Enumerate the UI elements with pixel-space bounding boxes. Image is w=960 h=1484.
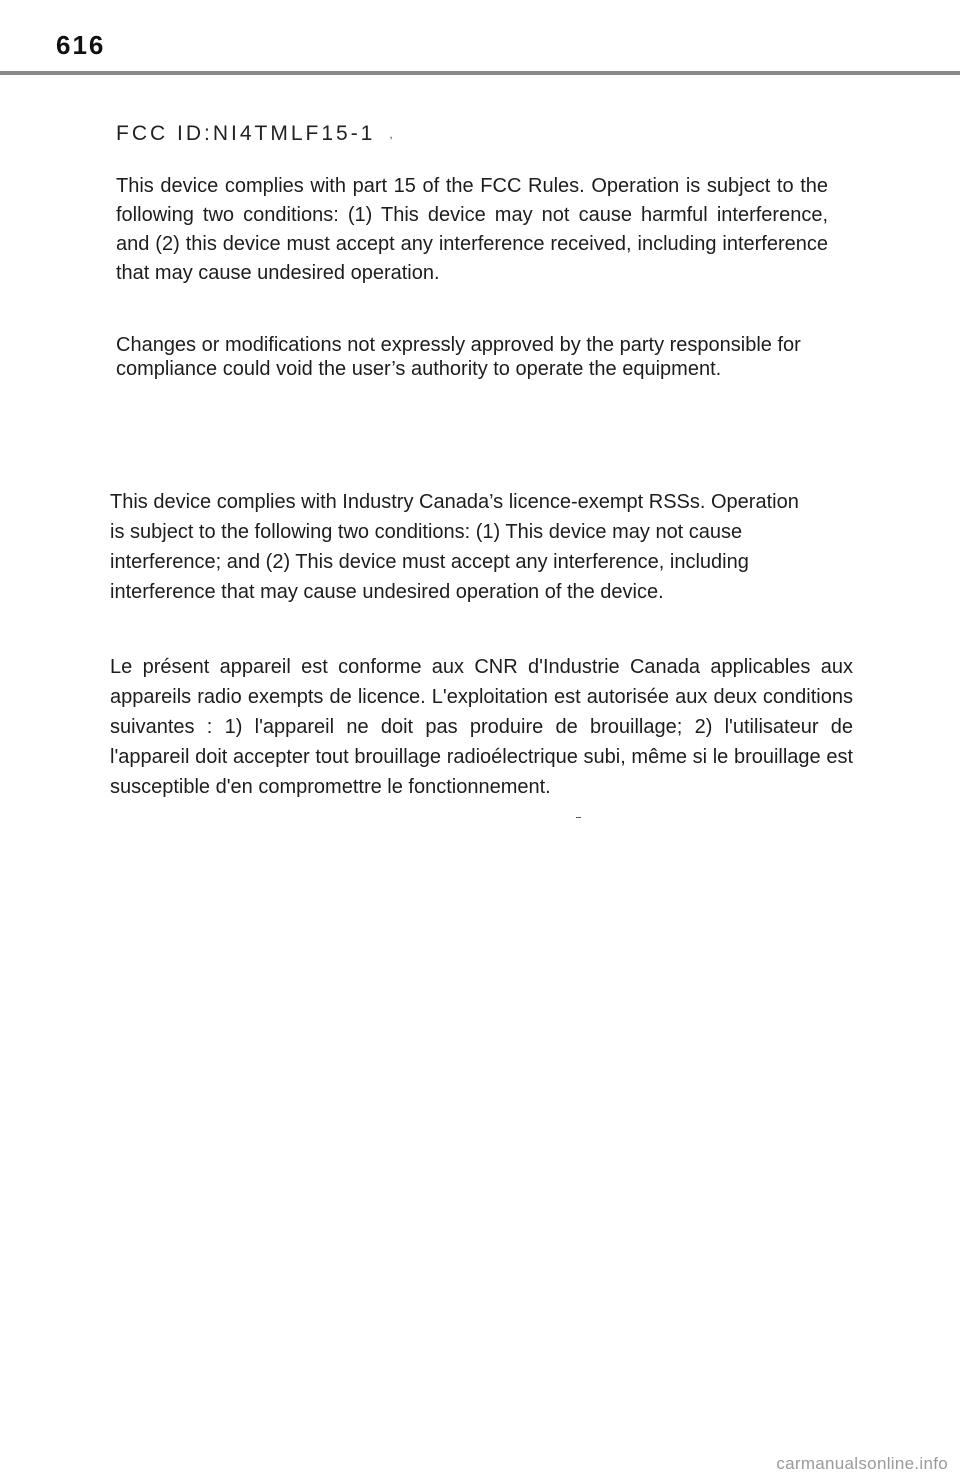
- industry-canada-english-paragraph: This device complies with Industry Canada’s licence-exempt RSSs. Operation is subject to the following two conditions: (1) This device may not cause interference; and (2) This device must accept any interference, including interference that may cause undesired operation of the device.: [110, 491, 799, 603]
- industry-canada-french-paragraph: Le présent appareil est conforme aux CNR d'Industrie Canada applicables aux appareils radio exempts de licence. L'exploitation est autorisée aux deux conditions suivantes : 1) l'appareil ne doit pas produire de brouillage; 2) l'utilisateur de l'appareil doit accepter tout brouillage radioélectrique subi, même si le brouillage est susceptible d'en compromettre le fonctionnement.: [110, 656, 853, 798]
- stray-mark: [576, 817, 581, 818]
- fcc-id-tick: ,: [389, 127, 396, 142]
- header-rule: [0, 71, 960, 75]
- fcc-compliance-paragraph: This device complies with part 15 of the FCC Rules. Operation is subject to the following two conditions: (1) This device may not cause harmful interference, and (2) this device must accept any interference received, including interference that may cause undesired operation.: [116, 175, 828, 284]
- fcc-id-line: [116, 122, 396, 146]
- fcc-id-label: FCC ID:NI4TMLF15-1: [116, 122, 376, 145]
- page-number: 616: [56, 30, 106, 60]
- fcc-changes-paragraph: Changes or modifications not expressly approved by the party responsible for compliance could void the user’s authority to operate the equipment.: [116, 334, 801, 380]
- watermark: carmanualsonline.info: [776, 1454, 948, 1473]
